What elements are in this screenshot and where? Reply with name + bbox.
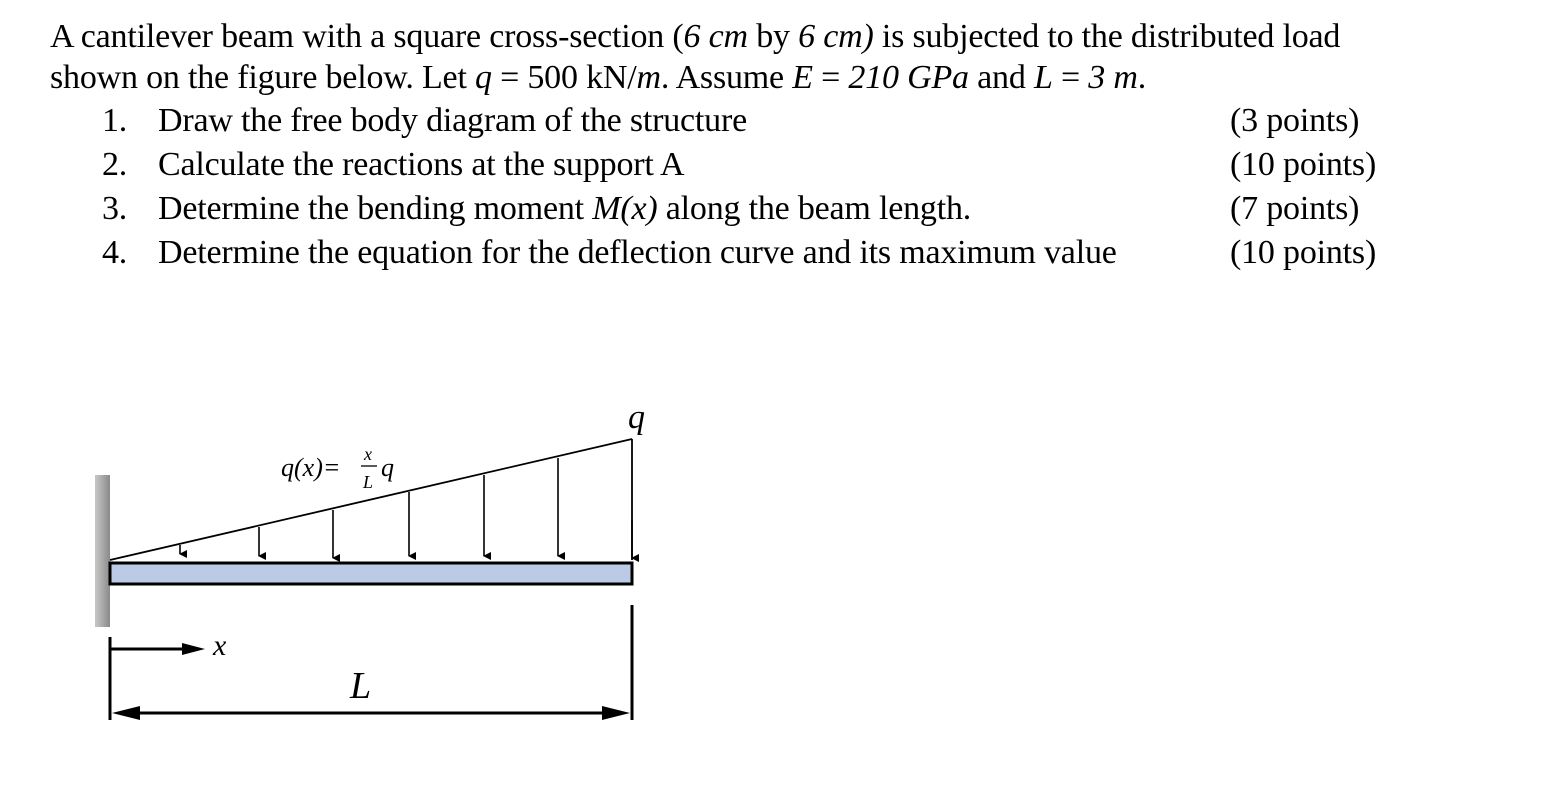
dimension-arrowhead-left [112, 706, 140, 720]
length-label: L [350, 665, 372, 707]
intro-text: by [747, 18, 799, 55]
load-expression-numerator: x [364, 444, 372, 464]
x-axis-label: x [213, 629, 227, 662]
task-points: (7 points) [1230, 190, 1360, 227]
intro-text: and [968, 59, 1034, 96]
task-text: Calculate the reactions at the support A [158, 146, 685, 183]
intro-text: . [1137, 59, 1147, 96]
load-expression-lhs: q(x)= [281, 453, 341, 482]
intro-text: is subjected to the distributed load [873, 18, 1341, 55]
cantilever-beam [110, 563, 632, 584]
task-number: 4. [102, 234, 128, 271]
fixed-support-wall [95, 475, 110, 627]
load-expression-denominator: L [363, 472, 374, 492]
task-text: Draw the free body diagram of the structure [158, 102, 747, 139]
length-value: 3 m [1088, 59, 1138, 96]
intro-height: 6 cm) [798, 18, 874, 55]
intro-text: = 500 kN/ [491, 59, 637, 96]
task-points: (3 points) [1230, 102, 1360, 139]
task-number: 2. [102, 146, 128, 183]
task-text-part: along the beam length. [657, 190, 972, 227]
load-expression-q: q [381, 453, 394, 482]
task-text-part: Determine the bending moment [158, 190, 593, 227]
task-number: 1. [102, 102, 128, 139]
dimension-arrowhead-right [602, 706, 630, 720]
intro-text: = [812, 59, 849, 96]
var-l: L [1033, 59, 1053, 96]
moment-symbol: M(x) [592, 190, 658, 227]
intro-text: A cantilever beam with a square cross-section ( [50, 18, 684, 55]
task-points: (10 points) [1230, 234, 1377, 271]
intro-width: 6 cm [683, 18, 748, 55]
var-e: E [792, 59, 813, 96]
load-max-label: q [628, 399, 645, 436]
intro-text: = [1052, 59, 1089, 96]
load-arrows [180, 458, 632, 558]
modulus-value: 210 GPa [848, 59, 969, 96]
intro-text: shown on the figure below. Let [50, 59, 475, 96]
x-axis-arrowhead [182, 643, 205, 655]
unit-m: m [636, 59, 661, 96]
task-points: (10 points) [1230, 146, 1377, 183]
var-q: q [475, 59, 492, 96]
task-number: 3. [102, 190, 128, 227]
intro-text: . Assume [660, 59, 793, 96]
task-text: Determine the equation for the deflection curve and its maximum value [158, 234, 1117, 271]
